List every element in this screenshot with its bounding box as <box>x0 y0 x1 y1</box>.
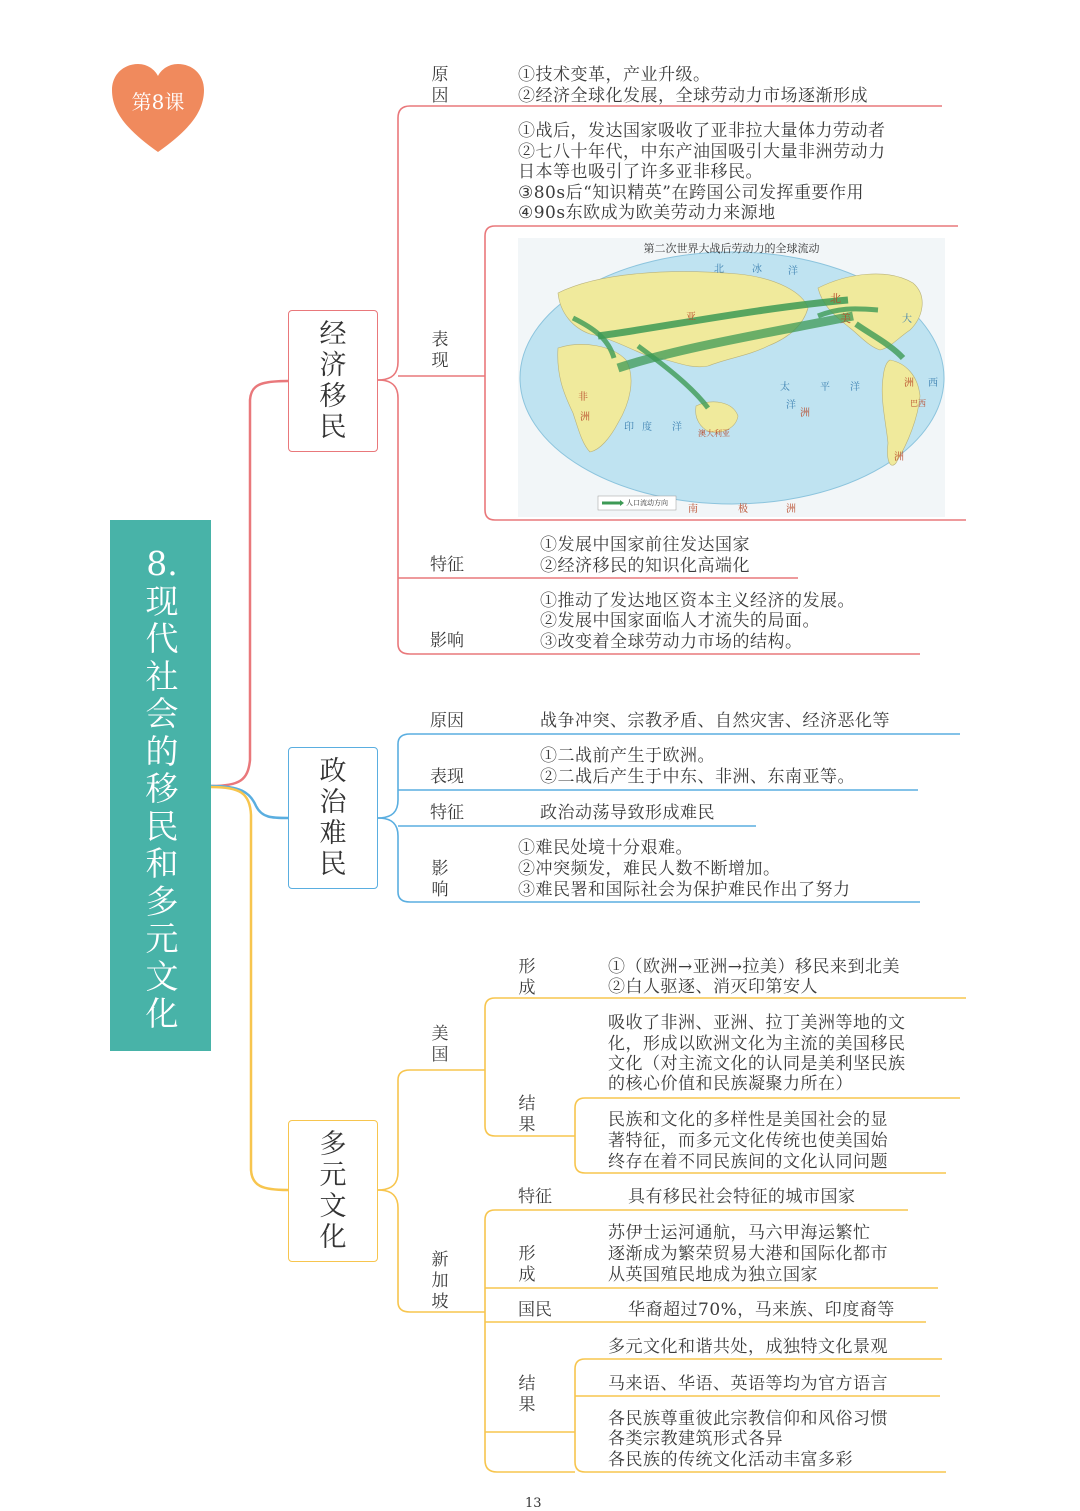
root-to-multi-line <box>211 787 288 1190</box>
econ-perf-line-4: ③80s后“知识精英”在跨国公司发挥重要作用 <box>518 183 864 203</box>
refugee-cause-label: 原因 <box>430 711 464 731</box>
map-label-pac-1: 太 <box>780 382 790 393</box>
map-graphic <box>518 238 945 517</box>
multi-node <box>288 1120 378 1262</box>
refugee-impact-label: 影响 <box>431 859 449 900</box>
econ-perf-line-1: ①战后，发达国家吸收了亚非拉大量体力劳动者 <box>518 121 886 141</box>
usa-form-line-2: ②白人驱逐、消灭印第安人 <box>608 977 818 997</box>
sg-result-c-2: 各类宗教建筑形式各异 <box>608 1429 783 1449</box>
refugee-impact-line-2: ②冲突频发，难民人数不断增加。 <box>518 859 781 879</box>
map-title: 第二次世界大战后劳动力的全球流动 <box>643 243 820 255</box>
map-label-ant-1: 南 <box>688 504 698 515</box>
econ-impact-line-3: ③改变着全球劳动力市场的结构。 <box>540 632 803 652</box>
map-label-na-1: 北 <box>830 292 841 305</box>
world-labor-flow-map <box>518 238 945 517</box>
econ-feature-line-1: ①发展中国家前往发达国家 <box>540 535 750 555</box>
usa-result-a-3: 文化（对主流文化的认同是美利坚民族 <box>608 1054 906 1074</box>
map-label-brazil: 巴西 <box>910 399 926 408</box>
refugee-perf-line-2: ②二战后产生于中东、非洲、东南亚等。 <box>540 767 855 787</box>
sg-feature-text: 具有移民社会特征的城市国家 <box>628 1187 856 1207</box>
sg-citizen-text: 华裔超过70%，马来族、印度裔等 <box>628 1300 895 1320</box>
refugee-node <box>288 747 378 889</box>
econ-cause-label: 原因 <box>431 65 449 106</box>
refugee-feature-text: 政治动荡导致形成难民 <box>540 803 715 823</box>
refugee-label: 政治难民 <box>319 756 347 880</box>
usa-form-label: 形成 <box>518 957 536 998</box>
econ-label: 经济移民 <box>319 319 347 443</box>
sg-result-c-3: 各民族的传统文化活动丰富多彩 <box>608 1450 853 1470</box>
map-label-pac-2: 平 <box>820 382 830 393</box>
map-label-australia: 澳大利亚 <box>698 429 730 438</box>
refugee-impact-line-3: ③难民署和国际社会为保护难民作出了努力 <box>518 880 851 900</box>
usa-result-a-4: 的核心价值和民族凝聚力所在） <box>608 1074 853 1094</box>
econ-perf-label: 表现 <box>431 330 449 371</box>
map-label-ind-1: 印 <box>624 422 634 433</box>
map-label-africa-1: 非 <box>578 392 588 403</box>
map-label-atl-2: 西 <box>928 378 938 389</box>
sg-result-a: 多元文化和谐共处，成独特文化景观 <box>608 1337 888 1357</box>
main-title: 8.现代社会的移民和多元文化 <box>145 544 179 1033</box>
econ-impact-label: 影响 <box>430 631 464 651</box>
econ-feature-label: 特征 <box>430 555 464 575</box>
map-label-ant-3: 洲 <box>786 504 796 515</box>
usa-result-b-3: 终存在着不同民族间的文化认同问题 <box>608 1152 888 1172</box>
usa-result-b-2: 著特征，而多元文化传统也使美国始 <box>608 1131 888 1151</box>
econ-feature-line-2: ②经济移民的知识化高端化 <box>540 556 750 576</box>
econ-impact-line-2: ②发展中国家面临人才流失的局面。 <box>540 611 820 631</box>
refugee-perf-line-1: ①二战前产生于欧洲。 <box>540 746 715 766</box>
sg-form-line-2: 逐渐成为繁荣贸易大港和国际化都市 <box>608 1244 888 1264</box>
lesson-badge: 第8课 <box>131 90 185 114</box>
sg-form-line-1: 苏伊士运河通航，马六甲海运繁忙 <box>608 1223 871 1243</box>
map-legend-label: 人口流动方向 <box>626 500 668 507</box>
econ-impact-line-1: ①推动了发达地区资本主义经济的发展。 <box>540 591 855 611</box>
sg-result-c-1: 各民族尊重彼此宗教信仰和风俗习惯 <box>608 1409 888 1429</box>
econ-perf-line-3: 日本等也吸引了许多亚非移民。 <box>518 162 763 182</box>
sg-result-label: 结果 <box>518 1374 536 1415</box>
page-number: 13 <box>525 1496 542 1511</box>
econ-perf-line-5: ④90s东欧成为欧美劳动力来源地 <box>518 203 776 223</box>
sg-form-label: 形成 <box>518 1244 536 1285</box>
sg-feature-label: 特征 <box>518 1187 552 1207</box>
sg-form-line-3: 从英国殖民地成为独立国家 <box>608 1265 818 1285</box>
usa-result-label: 结果 <box>518 1094 536 1135</box>
refugee-perf-label: 表现 <box>430 767 464 787</box>
usa-result-a-1: 吸收了非洲、亚洲、拉丁美洲等地的文 <box>608 1013 906 1033</box>
sg-label: 新加坡 <box>431 1250 449 1312</box>
map-label-asia: 亚 <box>686 312 696 323</box>
map-label-africa-2: 洲 <box>580 412 590 423</box>
map-label-na-2: 美 <box>840 312 851 325</box>
econ-cause-line-2: ②经济全球化发展，全球劳动力市场逐渐形成 <box>518 86 868 106</box>
econ-cause-line-1: ①技术变革，产业升级。 <box>518 65 711 85</box>
usa-label: 美国 <box>431 1024 449 1065</box>
map-label-ind-2: 度 <box>642 422 652 433</box>
map-label-ocean-1: 洋 <box>788 266 798 277</box>
map-label-pac-3: 洋 <box>850 382 860 393</box>
usa-result-a-2: 化，形成以欧洲文化为主流的美国移民 <box>608 1034 906 1054</box>
refugee-cause-text: 战争冲突、宗教矛盾、自然灾害、经济恶化等 <box>540 711 890 731</box>
map-label-pac-4: 洋 <box>786 400 796 411</box>
map-label-ind-3: 洋 <box>672 422 682 433</box>
map-label-oceania: 洲 <box>800 408 810 419</box>
econ-perf-line-2: ②七八十年代，中东产油国吸引大量非洲劳动力 <box>518 142 886 162</box>
refugee-feature-label: 特征 <box>430 803 464 823</box>
map-label-sa-2: 洲 <box>894 452 904 463</box>
map-label-atl-1: 大 <box>902 314 912 325</box>
map-label-sa: 洲 <box>904 378 914 389</box>
refugee-impact-line-1: ①难民处境十分艰难。 <box>518 838 693 858</box>
econ-node <box>288 310 378 452</box>
usa-result-b-1: 民族和文化的多样性是美国社会的显 <box>608 1110 888 1130</box>
map-label-ant-2: 极 <box>738 504 748 515</box>
map-label-ice: 冰 <box>752 264 762 275</box>
map-label-north: 北 <box>714 264 724 275</box>
sg-citizen-label: 国民 <box>518 1300 552 1320</box>
sg-result-b: 马来语、华语、英语等均为官方语言 <box>608 1374 888 1394</box>
multi-label: 多元文化 <box>319 1129 347 1253</box>
usa-form-line-1: ①（欧洲→亚洲→拉美）移民来到北美 <box>608 957 900 977</box>
root-to-econ-line <box>211 381 288 786</box>
